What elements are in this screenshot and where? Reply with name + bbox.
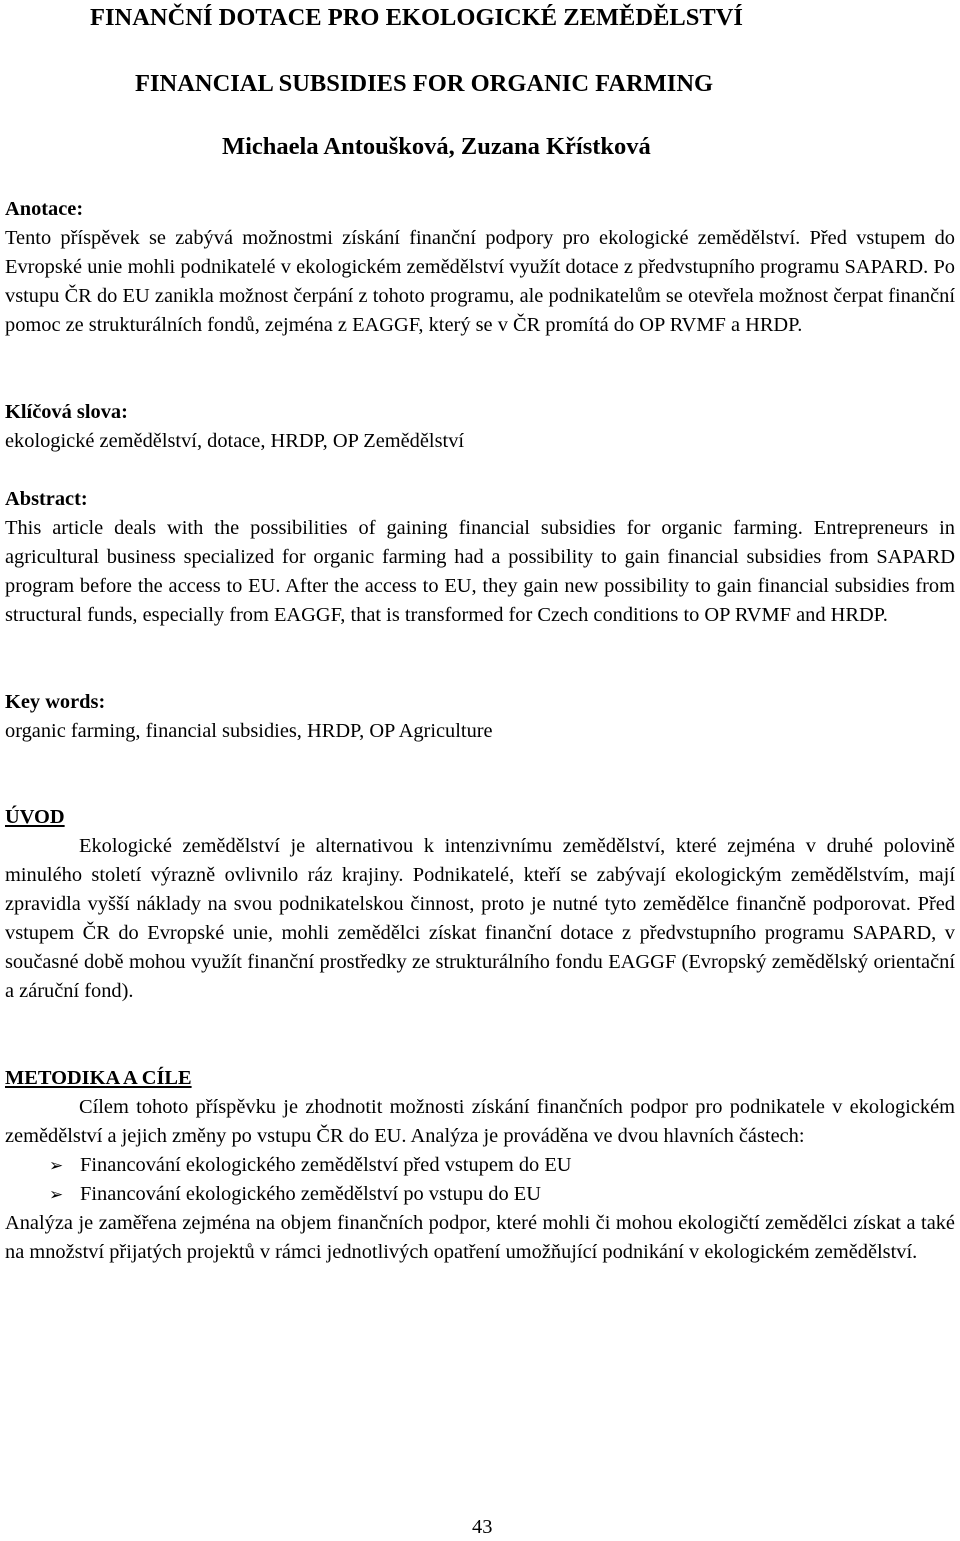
uvod-text: Ekologické zemědělství je alternativou k intenzivnímu zemědělství, které zejména v druhé polovině minulého století výrazně ovlivnilo ráz krajiny. Podnikatelé, kteří se zabývají ekologickým zemědělstvím, mají zpravidla vyšší náklady na svou podnikatelskou činnost, proto je nutné tyto zemědělce finančně podporovat. Před vstupem ČR do Evropské unie, mohli zemědělci získat finanční dotace z předvstupního programu SAPARD, v současné době mohou využít finanční prostředky ze strukturálního fondu EAGGF (Evropský zemědělský orientační a záruční fond). bbox=[5, 835, 955, 1002]
klicova-slova-section bbox=[5, 398, 955, 456]
metodika-outro: Analýza je zaměřena zejména na objem finančních podpor, které mohli či mohou ekologičtí zemědělci získat a také na množství přijatých projektů v rámci jednotlivých opatření umožňující podnikání v ekologickém zemědělství. bbox=[5, 1212, 955, 1263]
list-item bbox=[5, 1151, 955, 1180]
metodika-heading: METODIKA A CÍLE bbox=[5, 1067, 192, 1089]
uvod-section bbox=[5, 803, 955, 1006]
page-number: 43 bbox=[472, 1516, 493, 1538]
arrow-bullet-icon: ➢ bbox=[49, 1156, 64, 1175]
anotace-text: Tento příspěvek se zabývá možnostmi získání finanční podpory pro ekologické zemědělství. Před vstupem do Evropské unie mohli podnikatelé v ekologickém zemědělství využít dotace z předvstupního programu SAPARD. Po vstupu ČR do EU zanikla možnost čerpání z tohoto programu, ale podnikatelům se otevřela možnost čerpat finanční pomoc ze strukturálních fondů, zejména z EAGGF, který se v ČR promítá do OP RVMF a HRDP. bbox=[5, 227, 955, 336]
anotace-section bbox=[5, 195, 955, 340]
paper-authors: Michaela Antoušková, Zuzana Křístková bbox=[222, 133, 651, 160]
paper-title-english: FINANCIAL SUBSIDIES FOR ORGANIC FARMING bbox=[135, 70, 714, 97]
abstract-label: Abstract: bbox=[5, 488, 88, 510]
uvod-heading: ÚVOD bbox=[5, 806, 65, 828]
metodika-bullet-list bbox=[5, 1151, 955, 1209]
metodika-section bbox=[5, 1064, 955, 1267]
klicova-slova-label: Klíčová slova: bbox=[5, 401, 128, 423]
paper-title-czech: FINANČNÍ DOTACE PRO EKOLOGICKÉ ZEMĚDĚLSTVÍ bbox=[90, 4, 743, 31]
bullet-text: Financování ekologického zemědělství před vstupem do EU bbox=[80, 1154, 572, 1176]
klicova-slova-text: ekologické zemědělství, dotace, HRDP, OP Zemědělství bbox=[5, 430, 465, 452]
bullet-text: Financování ekologického zemědělství po vstupu do EU bbox=[80, 1183, 541, 1205]
abstract-text: This article deals with the possibilities of gaining financial subsidies for organic farming. Entrepreneurs in agricultural business specialized for organic farming had a possibility to gain financial subsidies from SAPARD program before the access to EU. After the access to EU, they gain new possibility to gain financial subsidies from structural funds, especially from EAGGF, that is transformed for Czech conditions to OP RVMF and HRDP. bbox=[5, 517, 955, 626]
key-words-label: Key words: bbox=[5, 691, 106, 713]
list-item bbox=[5, 1180, 955, 1209]
key-words-section bbox=[5, 688, 955, 746]
key-words-text: organic farming, financial subsidies, HRDP, OP Agriculture bbox=[5, 720, 493, 742]
metodika-intro: Cílem tohoto příspěvku je zhodnotit možnosti získání finančních podpor pro podnikatele v ekologickém zemědělství a jejich změny po vstupu ČR do EU. Analýza je prováděna ve dvou hlavních částech: bbox=[5, 1096, 955, 1147]
anotace-label: Anotace: bbox=[5, 198, 84, 220]
arrow-bullet-icon: ➢ bbox=[49, 1185, 64, 1204]
abstract-section bbox=[5, 485, 955, 630]
